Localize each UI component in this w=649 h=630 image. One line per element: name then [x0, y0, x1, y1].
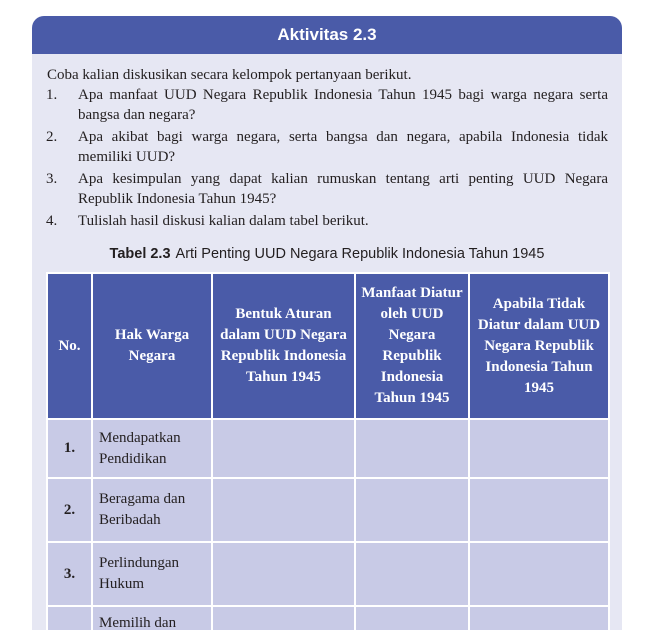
table-caption-text: Arti Penting UUD Negara Republik Indonesia Tahun 1945: [175, 246, 545, 262]
question-item: [46, 127, 608, 169]
activity-title: Aktivitas 2.3: [277, 25, 377, 44]
answer-cell[interactable]: [469, 478, 609, 542]
table-row: [47, 542, 609, 606]
answer-cell[interactable]: [212, 542, 355, 606]
row-hak: Mendapatkan Pendidikan: [92, 419, 212, 478]
question-text: Apa kesimpulan yang dapat kalian rumuskan tentang arti penting UUD Negara Republik Indonesia Tahun 1945?: [78, 171, 608, 207]
question-item: [46, 169, 608, 211]
row-number: 3.: [47, 542, 92, 606]
question-number: 2.: [46, 129, 58, 145]
question-text: Apa akibat bagi warga negara, serta bangsa dan negara, apabila Indonesia tidak memiliki UUD?: [78, 129, 608, 165]
header-bentuk-aturan: Bentuk Aturan dalam UUD Negara Republik Indonesia Tahun 1945: [212, 273, 355, 419]
table-row: [47, 419, 609, 478]
question-text: Apa manfaat UUD Negara Republik Indonesia Tahun 1945 bagi warga negara serta bangsa dan negara?: [78, 87, 608, 123]
activity-card: [32, 16, 622, 630]
answer-cell[interactable]: [212, 419, 355, 478]
header-no: No.: [47, 273, 92, 419]
answer-cell[interactable]: [355, 419, 469, 478]
header-manfaat: Manfaat Diatur oleh UUD Negara Republik Indonesia Tahun 1945: [355, 273, 469, 419]
answer-cell[interactable]: [469, 606, 609, 630]
activity-header: [32, 16, 622, 54]
intro-text: Coba kalian diskusikan secara kelompok pertanyaan berikut.: [47, 67, 412, 83]
question-text: Tulislah hasil diskusi kalian dalam tabel berikut.: [78, 213, 369, 229]
question-number: 1.: [46, 87, 58, 103]
row-hak: Beragama dan Beribadah: [92, 478, 212, 542]
row-number: [47, 606, 92, 630]
table-caption-label: Tabel 2.3: [109, 246, 171, 262]
answer-cell[interactable]: [212, 606, 355, 630]
question-item: [46, 211, 608, 231]
question-number: 4.: [46, 213, 58, 229]
table-row: [47, 606, 609, 630]
table-row: [47, 478, 609, 542]
table-header-row: [47, 273, 609, 419]
answer-cell[interactable]: [469, 419, 609, 478]
discussion-table: [46, 272, 610, 630]
question-number: 3.: [46, 171, 58, 187]
header-hak-warga-negara: Hak Warga Negara: [92, 273, 212, 419]
table-caption: [32, 246, 622, 262]
row-hak: Memilih dan: [92, 606, 212, 630]
row-number: 2.: [47, 478, 92, 542]
question-list: [46, 85, 608, 231]
row-hak: Perlindungan Hukum: [92, 542, 212, 606]
question-item: [46, 85, 608, 127]
answer-cell[interactable]: [355, 542, 469, 606]
answer-cell[interactable]: [355, 606, 469, 630]
answer-cell[interactable]: [212, 478, 355, 542]
answer-cell[interactable]: [469, 542, 609, 606]
answer-cell[interactable]: [355, 478, 469, 542]
header-apabila-tidak-diatur: Apabila Tidak Diatur dalam UUD Negara Republik Indonesia Tahun 1945: [469, 273, 609, 419]
row-number: 1.: [47, 419, 92, 478]
